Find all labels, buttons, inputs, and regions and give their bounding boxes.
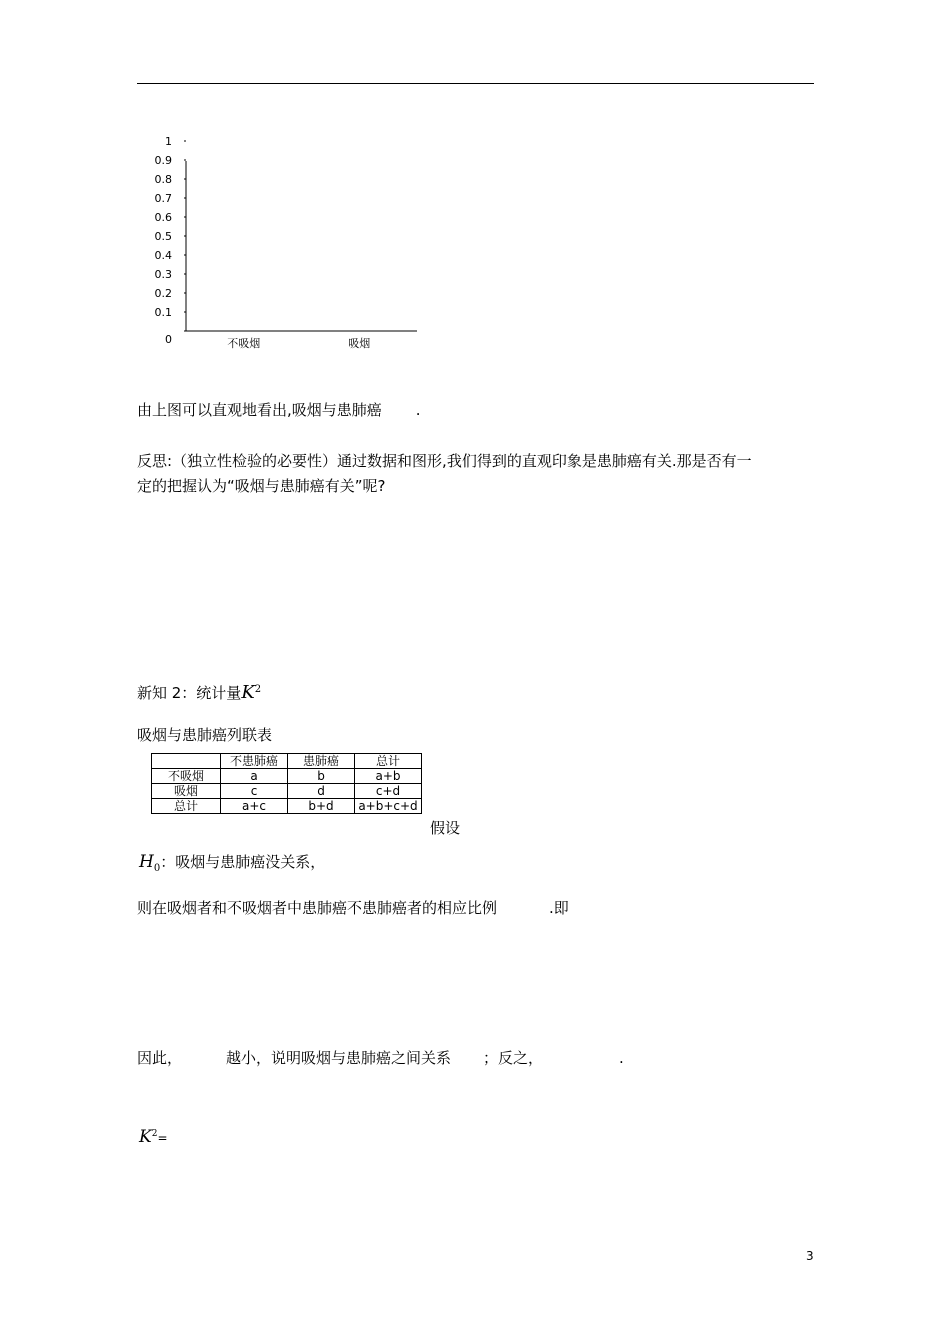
k-symbol: K bbox=[241, 682, 255, 703]
hypothesis-text: ：吸烟与患肺癌没关系， bbox=[160, 853, 326, 871]
h-symbol: H bbox=[139, 852, 154, 872]
y-tick-label: 0.7 bbox=[154, 192, 172, 205]
bar-chart bbox=[140, 130, 430, 355]
y-tick-label: 0.4 bbox=[154, 249, 172, 262]
table-cell: 患肺癌 bbox=[288, 754, 355, 769]
table-cell: d bbox=[288, 784, 355, 799]
contingency-table bbox=[151, 753, 422, 814]
ratio-text: 则在吸烟者和不吸烟者中患肺癌不患肺癌者的相应比例 bbox=[137, 899, 498, 917]
page-number: 3 bbox=[806, 1249, 814, 1263]
bar-chart-svg bbox=[140, 130, 430, 355]
table-cell: a+b+c+d bbox=[355, 799, 422, 814]
new-knowledge-text: 新知 2：统计量 bbox=[137, 684, 242, 702]
therefore-part-1: 因此， bbox=[137, 1049, 183, 1067]
header-rule bbox=[137, 83, 814, 84]
y-tick-label: 1 bbox=[165, 135, 172, 148]
table-cell: a+c bbox=[221, 799, 288, 814]
x-tick-label: 不吸烟 bbox=[227, 337, 261, 350]
table-cell: a bbox=[221, 769, 288, 784]
y-tick-label: 0.8 bbox=[154, 173, 172, 186]
reflection-line-2: 定的把握认为“吸烟与患肺癌有关”呢? bbox=[137, 477, 386, 495]
conclusion-text: 由上图可以直观地看出,吸烟与患肺癌 bbox=[137, 401, 382, 419]
table-cell: 吸烟 bbox=[152, 784, 221, 799]
table-cell: b+d bbox=[288, 799, 355, 814]
table-cell: a+b bbox=[355, 769, 422, 784]
table-cell bbox=[152, 754, 221, 769]
therefore-part-2: 越小，说明吸烟与患肺癌之间关系 bbox=[226, 1049, 452, 1067]
therefore-part-4: . bbox=[619, 1049, 624, 1067]
table-title: 吸烟与患肺癌列联表 bbox=[137, 726, 273, 744]
ratio-end: .即 bbox=[549, 899, 569, 917]
conclusion-line bbox=[137, 400, 421, 420]
y-tick-label: 0 bbox=[165, 333, 172, 346]
y-tick-label: 0.9 bbox=[154, 154, 172, 167]
conclusion-end: . bbox=[415, 401, 421, 419]
table-row bbox=[152, 784, 422, 799]
table-cell: 不患肺癌 bbox=[221, 754, 288, 769]
table-cell: 总计 bbox=[355, 754, 422, 769]
table-row bbox=[152, 799, 422, 814]
y-tick-label: 0.5 bbox=[154, 230, 172, 243]
new-knowledge-heading bbox=[137, 680, 261, 703]
k2-symbol: K bbox=[139, 1127, 152, 1147]
h-subscript: 0 bbox=[153, 863, 161, 874]
k2-formula-line bbox=[139, 1124, 168, 1148]
k-superscript: 2 bbox=[254, 684, 262, 695]
y-tick-label: 0.3 bbox=[154, 268, 172, 281]
k2-superscript: 2 bbox=[151, 1129, 158, 1139]
y-tick-label: 0.1 bbox=[154, 306, 172, 319]
reflection-line-1: 反思:（独立性检验的必要性）通过数据和图形,我们得到的直观印象是患肺癌有关.那是否有一 bbox=[137, 452, 752, 470]
k2-equals: = bbox=[157, 1131, 168, 1145]
therefore-line bbox=[137, 1048, 624, 1068]
y-tick-label: 0.6 bbox=[154, 211, 172, 224]
table-cell: c bbox=[221, 784, 288, 799]
table-header-row bbox=[152, 754, 422, 769]
therefore-part-3: ；反之， bbox=[483, 1049, 544, 1067]
table-cell: c+d bbox=[355, 784, 422, 799]
contingency-table-body bbox=[152, 754, 422, 814]
ratio-line bbox=[137, 898, 569, 918]
y-tick-label: 0.2 bbox=[154, 287, 172, 300]
table-row bbox=[152, 769, 422, 784]
table-cell: b bbox=[288, 769, 355, 784]
table-cell: 总计 bbox=[152, 799, 221, 814]
hypothesis-line bbox=[139, 852, 325, 879]
table-cell: 不吸烟 bbox=[152, 769, 221, 784]
hypothesis-label: 假设 bbox=[430, 819, 461, 837]
x-tick-label: 吸烟 bbox=[348, 337, 371, 350]
